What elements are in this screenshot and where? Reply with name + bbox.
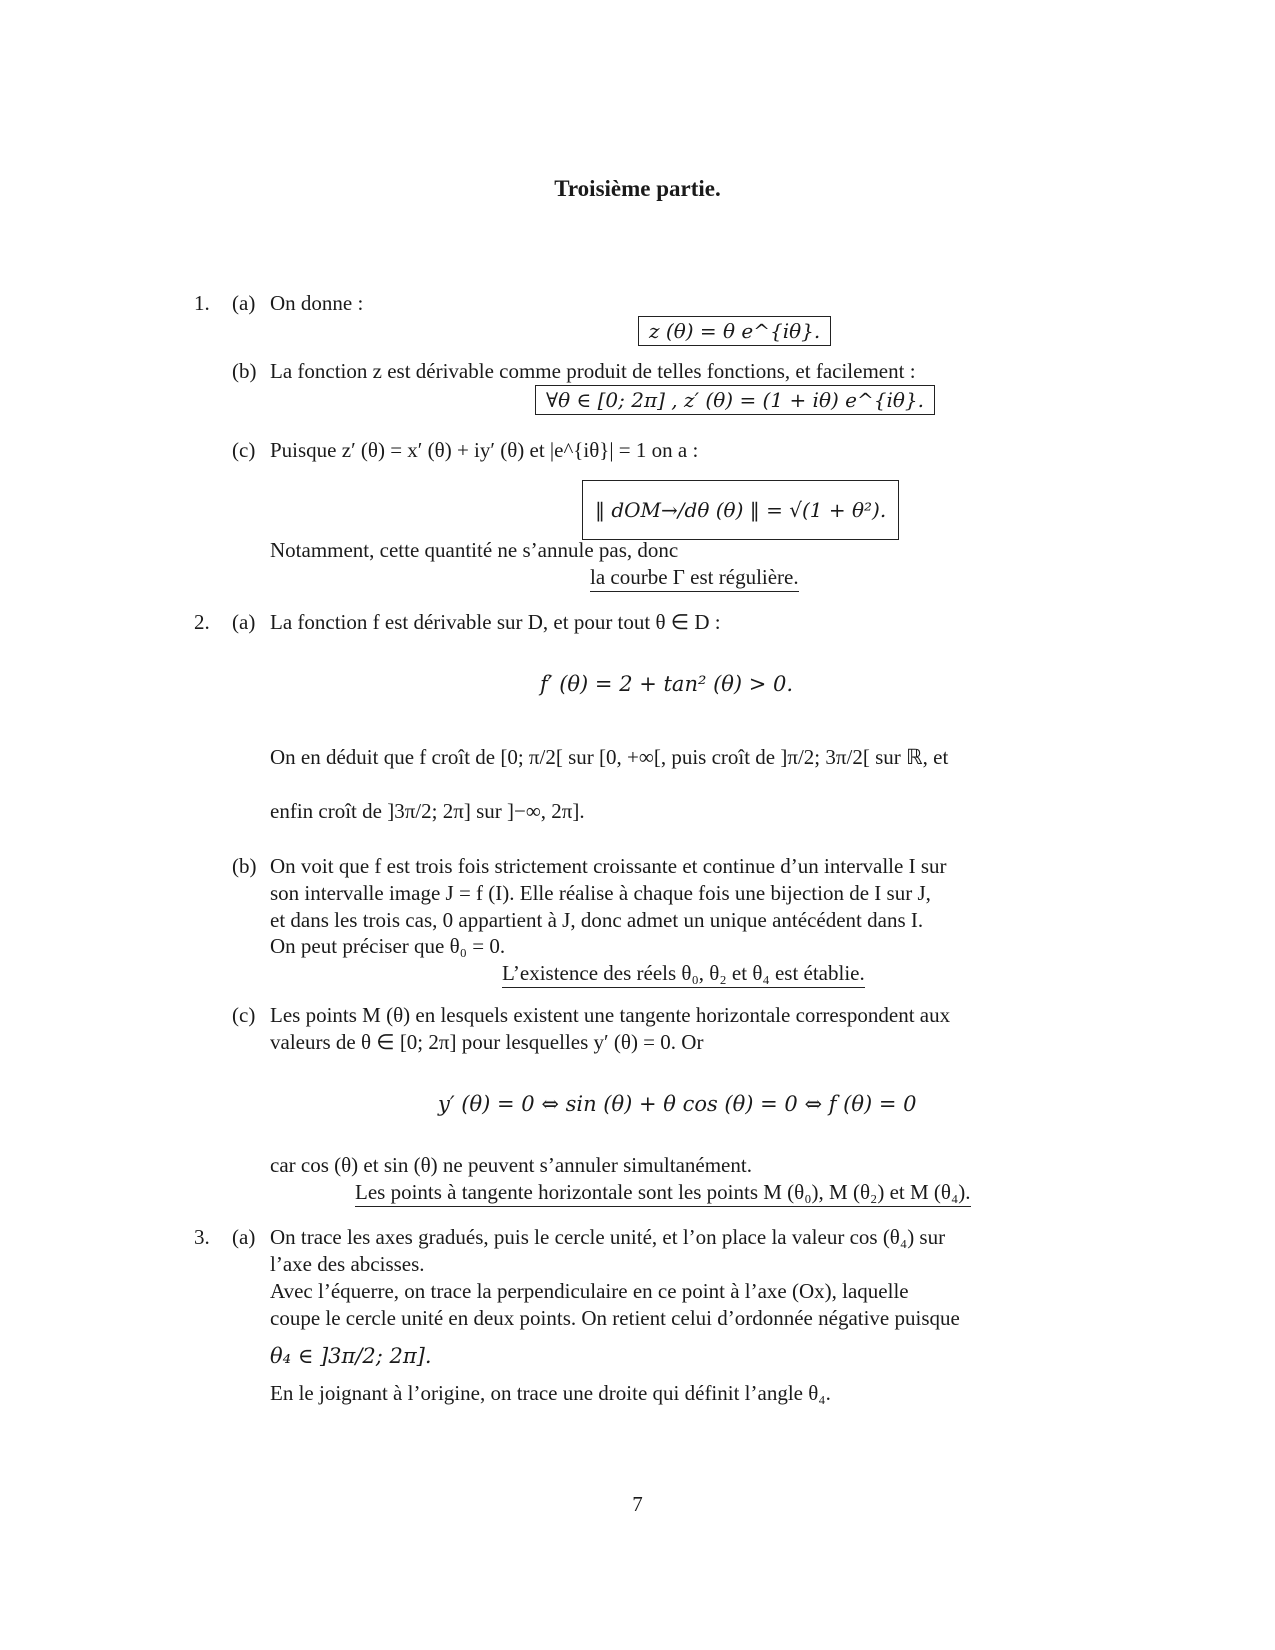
paragraph-line: Notamment, cette quantité ne s’annule pas, donc: [270, 538, 679, 562]
paragraph-line: Avec l’équerre, on trace la perpendiculaire en ce point à l’axe (Ox), laquelle: [270, 1279, 909, 1303]
display-formula: y′ (θ) = 0 ⇔ sin (θ) + θ cos (θ) = 0 ⇔ f (θ) = 0: [438, 1092, 917, 1116]
paragraph-line: La fonction z est dérivable comme produit de telles fonctions, et facilement :: [270, 359, 916, 383]
paragraph-line: On donne :: [270, 291, 364, 315]
paragraph-line: Les points M (θ) en lesquels existent une tangente horizontale correspondent aux: [270, 1003, 951, 1027]
item-label: (a): [232, 291, 256, 315]
paragraph-line: et dans les trois cas, 0 appartient à J, donc admet un unique antécédent dans I.: [270, 908, 924, 932]
question-number: 2.: [194, 610, 210, 634]
underlined-conclusion: Les points à tangente horizontale sont les points M (θ₀), M (θ₂) et M (θ₄).: [355, 1178, 971, 1207]
display-formula: f′ (θ) = 2 + tan² (θ) > 0.: [540, 672, 794, 696]
boxed-formula: ∀θ ∈ [0; 2π] , z′ (θ) = (1 + iθ) e^{iθ}.: [535, 385, 935, 415]
item-label: (b): [232, 359, 257, 383]
item-label: (c): [232, 1003, 256, 1027]
item-label: (a): [232, 610, 256, 634]
underlined-conclusion: la courbe Γ est régulière.: [590, 563, 799, 592]
paragraph-line: Puisque z′ (θ) = x′ (θ) + iy′ (θ) et |e^{iθ}| = 1 on a :: [270, 438, 699, 462]
paragraph-line: En le joignant à l’origine, on trace une droite qui définit l’angle θ₄.: [270, 1381, 831, 1405]
paragraph-line: valeurs de θ ∈ [0; 2π] pour lesquelles y′ (θ) = 0. Or: [270, 1030, 704, 1054]
paragraph-line: enfin croît de ]3π/2; 2π] sur ]−∞, 2π].: [270, 799, 585, 823]
paragraph-line: car cos (θ) et sin (θ) ne peuvent s’annuler simultanément.: [270, 1153, 752, 1177]
item-label: (c): [232, 438, 256, 462]
page-number: 7: [632, 1492, 643, 1516]
paragraph-line: son intervalle image J = f (I). Elle réalise à chaque fois une bijection de I sur J,: [270, 881, 931, 905]
paragraph-line: coupe le cercle unité en deux points. On retient celui d’ordonnée négative puisque: [270, 1306, 960, 1330]
question-number: 1.: [194, 291, 210, 315]
paragraph-line: On trace les axes gradués, puis le cercle unité, et l’on place la valeur cos (θ₄) sur: [270, 1225, 946, 1249]
boxed-formula: z (θ) = θ e^{iθ}.: [638, 316, 831, 346]
section-title: Troisième partie.: [554, 176, 721, 201]
paragraph-line: l’axe des abcisses.: [270, 1252, 425, 1276]
paragraph-line: On en déduit que f croît de [0; π/2[ sur [0, +∞[, puis croît de ]π/2; 3π/2[ sur ℝ, et: [270, 745, 949, 769]
boxed-formula: ‖ dOM→/dθ (θ) ‖ = √(1 + θ²).: [582, 480, 899, 540]
paragraph-line: La fonction f est dérivable sur D, et pour tout θ ∈ D :: [270, 610, 721, 634]
paragraph-line: On peut préciser que θ₀ = 0.: [270, 934, 506, 958]
item-label: (b): [232, 854, 257, 878]
item-label: (a): [232, 1225, 256, 1249]
inline-formula: θ₄ ∈ ]3π/2; 2π].: [270, 1344, 432, 1368]
question-number: 3.: [194, 1225, 210, 1249]
paragraph-line: On voit que f est trois fois strictement croissante et continue d’un intervalle I sur: [270, 854, 947, 878]
underlined-conclusion: L’existence des réels θ₀, θ₂ et θ₄ est établie.: [502, 959, 865, 988]
